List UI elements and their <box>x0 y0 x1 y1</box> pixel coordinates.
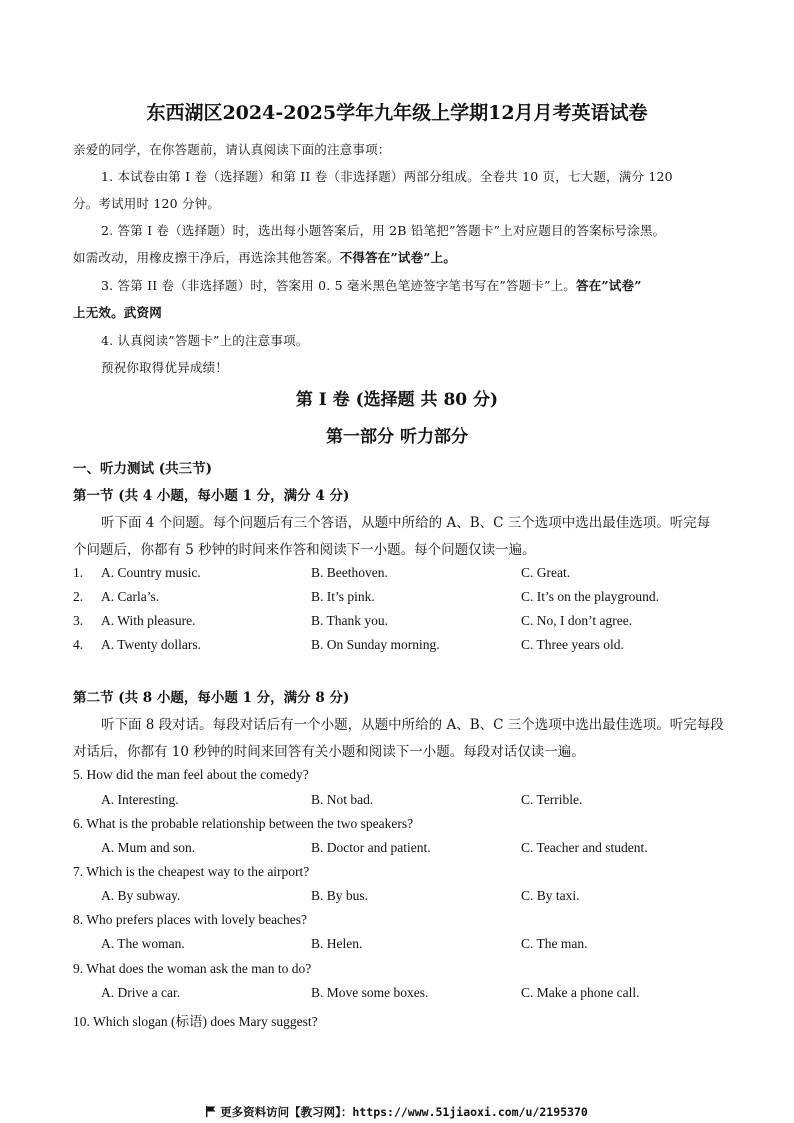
footer-text: 更多资料访问【教习网】：https://www.51jiaoxi.com/u/2195370 <box>220 1105 588 1119</box>
notice-item3-line1 <box>101 276 642 294</box>
section2-instructions-line1: 听下面 8 段对话。每段对话后有一个小题，从题中所给的 A、B、C 三个选项中选出最佳选项。听完每段 <box>101 717 724 733</box>
option-c: C. No, I don’t agree. <box>521 613 633 628</box>
flag-icon <box>206 1106 216 1120</box>
option-c: C. By taxi. <box>521 888 580 903</box>
notice-item2-line2 <box>73 248 456 266</box>
notice-item2-normal: 如需改动，用橡皮擦干净后，再选涂其他答案。 <box>73 250 340 265</box>
question-number: 1. <box>73 565 84 580</box>
section2-heading: 第二节 (共 8 小题，每小题 1 分，满分 8 分) <box>73 690 350 706</box>
option-a: A. By subway. <box>101 888 181 903</box>
option-c: C. The man. <box>521 936 588 951</box>
section2-instructions-line2: 对话后，你都有 10 秒钟的时间来回答有关小题和阅读下一小题。每段对话仅读一遍。 <box>73 744 585 760</box>
option-a: A. The woman. <box>101 936 185 951</box>
option-a: A. Mum and son. <box>101 840 196 855</box>
question-stem: 9. What does the woman ask the man to do? <box>73 961 312 976</box>
option-a: A. Drive a car. <box>101 985 181 1000</box>
option-c: C. Terrible. <box>521 792 583 807</box>
option-b: B. Move some boxes. <box>311 985 429 1000</box>
option-a: A. Interesting. <box>101 792 179 807</box>
section-heading: 一、听力测试 (共三节) <box>73 461 212 477</box>
notice-item1-line1: 1. 本试卷由第 I 卷（选择题）和第 II 卷（非选择题）两部分组成。全卷共 10 页，七大题，满分 120 <box>101 169 673 184</box>
option-a: A. Twenty dollars. <box>101 637 202 652</box>
notice-item2-bold: 不得答在”试卷”上。 <box>339 250 457 265</box>
page-title: 东西湖区2024-2025学年九年级上学期12月月考英语试卷 <box>146 102 648 124</box>
option-a: A. Carla’s. <box>101 589 160 604</box>
notice-item3-normal: 3. 答第 II 卷（非选择题）时，答案用 0. 5 毫米黑色笔迹签字笔书写在”答题卡”上。 <box>101 278 577 293</box>
option-b: B. Beethoven. <box>311 565 388 580</box>
notice-item3-bold: 答在”试卷” <box>576 278 642 293</box>
question-number: 3. <box>73 613 84 628</box>
question-stem-10: 10. Which slogan (标语) does Mary suggest? <box>73 1014 318 1029</box>
notice-item2-line1: 2. 答第 I 卷（选择题）时，选出每小题答案后，用 2B 铅笔把”答题卡”上对应题目的答案标号涂黑。 <box>101 223 666 238</box>
option-b: B. By bus. <box>311 888 369 903</box>
notice-item3-line2: 上无效。武资网 <box>73 305 162 320</box>
question-number: 4. <box>73 637 84 652</box>
notice-item1-line2: 分。考试用时 120 分钟。 <box>73 196 221 211</box>
option-b: B. Helen. <box>311 936 363 951</box>
notice-item4: 4. 认真阅读”答题卡”上的注意事项。 <box>101 333 309 348</box>
section1-instructions-line2: 个问题后，你都有 5 秒钟的时间来作答和阅读下一小题。每个问题仅读一遍。 <box>73 542 536 558</box>
option-b: B. Thank you. <box>311 613 388 628</box>
question-number: 2. <box>73 589 84 604</box>
notice-wish: 预祝你取得优异成绩！ <box>101 360 229 375</box>
option-c: C. It’s on the playground. <box>521 589 659 604</box>
question-stem: 5. How did the man feel about the comedy? <box>73 767 309 782</box>
section1-instructions-line1: 听下面 4 个问题。每个问题后有三个答语，从题中所给的 A、B、C 三个选项中选出最佳选项。听完每 <box>101 515 711 531</box>
option-b: B. On Sunday morning. <box>311 637 440 652</box>
section1-heading: 第一节 (共 4 小题，每小题 1 分，满分 4 分) <box>73 488 350 504</box>
option-a: A. With pleasure. <box>101 613 196 628</box>
option-a: A. Country music. <box>101 565 201 580</box>
option-b: B. Not bad. <box>311 792 374 807</box>
question-stem: 6. What is the probable relationship between the two speakers? <box>73 816 414 831</box>
option-b: B. Doctor and patient. <box>311 840 431 855</box>
notice-greeting: 亲爱的同学，在你答题前，请认真阅读下面的注意事项： <box>73 142 391 157</box>
option-b: B. It’s pink. <box>311 589 375 604</box>
volume-title: 第 I 卷 (选择题 共 80 分) <box>295 390 499 410</box>
option-c: C. Three years old. <box>521 637 624 652</box>
option-c: C. Make a phone call. <box>521 985 640 1000</box>
question-stem: 7. Which is the cheapest way to the airport? <box>73 864 310 879</box>
part-title: 第一部分 听力部分 <box>326 427 468 447</box>
question-stem: 8. Who prefers places with lovely beaches? <box>73 912 308 927</box>
footer-link[interactable] <box>0 1104 794 1120</box>
option-c: C. Teacher and student. <box>521 840 648 855</box>
option-c: C. Great. <box>521 565 571 580</box>
